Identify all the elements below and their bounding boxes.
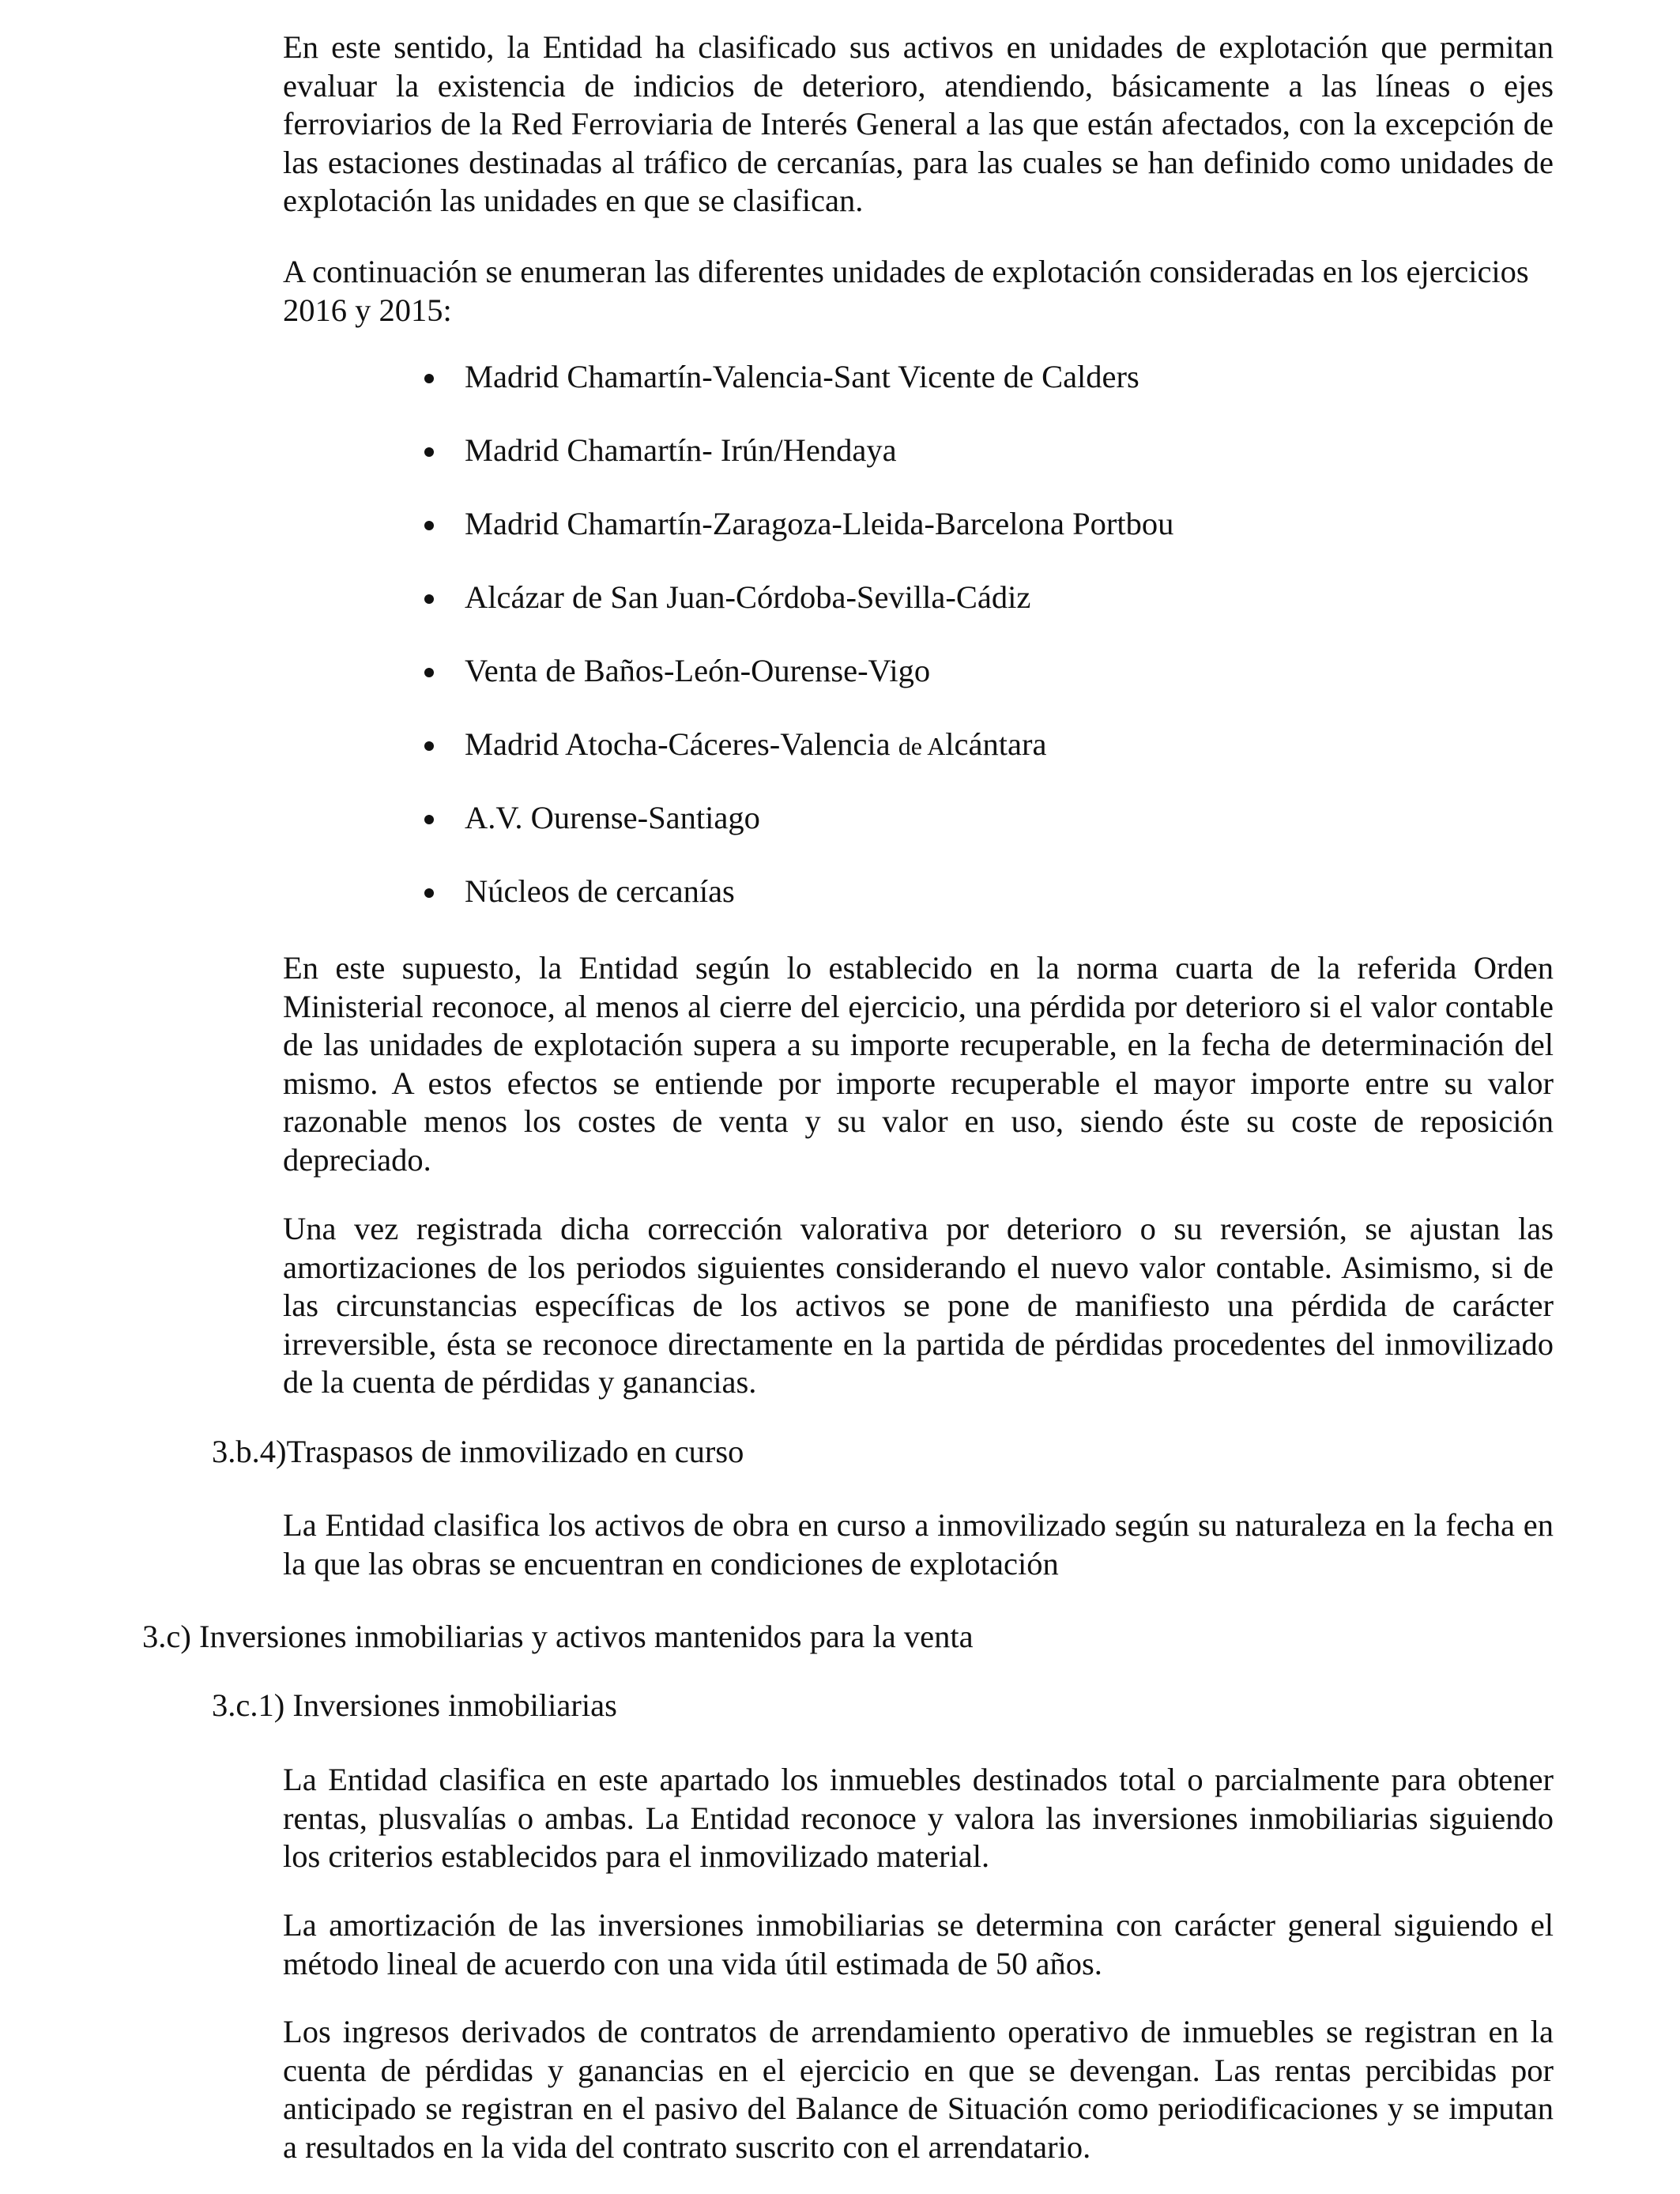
heading-3c: 3.c) Inversiones inmobiliarias y activos mantenidos para la venta (142, 1619, 974, 1654)
list-item (419, 432, 1173, 505)
bullet-icon (424, 594, 434, 604)
list-item (419, 652, 1173, 726)
operating-units-list (419, 358, 1173, 946)
list-item-text: Madrid Chamartín-Valencia-Sant Vicente de Calders (465, 359, 1139, 394)
list-item-text: Venta de Baños-León-Ourense-Vigo (465, 653, 931, 688)
heading-3c1: 3.c.1) Inversiones inmobiliarias (212, 1687, 617, 1723)
paragraph-impairment-loss: En este supuesto, la Entidad según lo establecido en la norma cuarta de la referida Orden Ministerial reconoce, al menos al cierre del ejercicio, una pérdida por deterioro si el valor contable de las unidades de explotación supera a su importe recuperable, en la fecha de determinación del mismo. A estos efectos se entiende por importe recuperable el mayor importe entre su valor razonable menos los costes de venta y su valor en uso, siendo éste su coste de reposición depreciado. (283, 950, 1554, 1178)
list-item-text: Madrid Chamartín- Irún/Hendaya (465, 432, 897, 468)
list-item-text-small: de A (898, 732, 946, 760)
bullet-icon (424, 521, 434, 530)
paragraph-operating-units-intro: En este sentido, la Entidad ha clasificado sus activos en unidades de explotación que permitan evaluar la existencia de indicios de deterioro, atendiendo, básicamente a las líneas o ejes ferroviarios de la Red Ferroviaria de Interés General a las que están afectados, con la excepción de las estaciones destinadas al tráfico de cercanías, para las cuales se han definido como unidades de explotación las unidades en que se clasifican. (283, 29, 1554, 218)
bullet-icon (424, 668, 434, 677)
list-item-text: Núcleos de cercanías (465, 873, 735, 909)
paragraph-work-in-progress: La Entidad clasifica los activos de obra en curso a inmovilizado según su naturaleza en la fecha en la que las obras se encuentran en condiciones de explotación (283, 1507, 1554, 1581)
list-item-text: Alcázar de San Juan-Córdoba-Sevilla-Cádiz (465, 579, 1031, 615)
bullet-icon (424, 815, 434, 824)
bullet-icon (424, 741, 434, 751)
list-item (419, 873, 1173, 946)
paragraph-list-intro: A continuación se enumeran las diferentes unidades de explotación consideradas en los ejercicios 2016 y 2015: (283, 254, 1529, 328)
paragraph-lease-income: Los ingresos derivados de contratos de arrendamiento operativo de inmuebles se registran en la cuenta de pérdidas y ganancias en el ejercicio en que se devengan. Las rentas percibidas por anticipado se registran en el pasivo del Balance de Situación como periodificaciones y se imputan a resultados en la vida del contrato suscrito con el arrendatario. (283, 2014, 1554, 2165)
bullet-icon (424, 888, 434, 898)
list-item (419, 726, 1173, 799)
list-item (419, 799, 1173, 873)
paragraph-valuation-correction: Una vez registrada dicha corrección valorativa por deterioro o su reversión, se ajustan las amortizaciones de los periodos siguientes considerando el nuevo valor contable. Asimismo, si de las circunstancias específicas de los activos se pone de manifiesto una pérdida de carácter irreversible, ésta se reconoce directamente en la partida de pérdidas procedentes del inmovilizado de la cuenta de pérdidas y ganancias. (283, 1211, 1554, 1400)
list-item-text-tail: lcántara (945, 726, 1047, 762)
list-item-text: Madrid Chamartín-Zaragoza-Lleida-Barcelona Portbou (465, 506, 1174, 541)
list-item (419, 505, 1173, 579)
paragraph-depreciation: La amortización de las inversiones inmobiliarias se determina con carácter general siguiendo el método lineal de acuerdo con una vida útil estimada de 50 años. (283, 1907, 1554, 1981)
list-item (419, 579, 1173, 652)
list-item-text (465, 726, 1046, 762)
list-item (419, 358, 1173, 432)
paragraph-real-estate-classification: La Entidad clasifica en este apartado los inmuebles destinados total o parcialmente para obtener rentas, plusvalías o ambas. La Entidad reconoce y valora las inversiones inmobiliarias siguiendo los criterios establecidos para el inmovilizado material. (283, 1762, 1554, 1874)
list-item-text-main: Madrid Atocha-Cáceres-Valencia (465, 726, 898, 762)
heading-3b4: 3.b.4)Traspasos de inmovilizado en curso (212, 1434, 744, 1469)
bullet-icon (424, 374, 434, 383)
bullet-icon (424, 447, 434, 457)
list-item-text: A.V. Ourense-Santiago (465, 800, 760, 835)
